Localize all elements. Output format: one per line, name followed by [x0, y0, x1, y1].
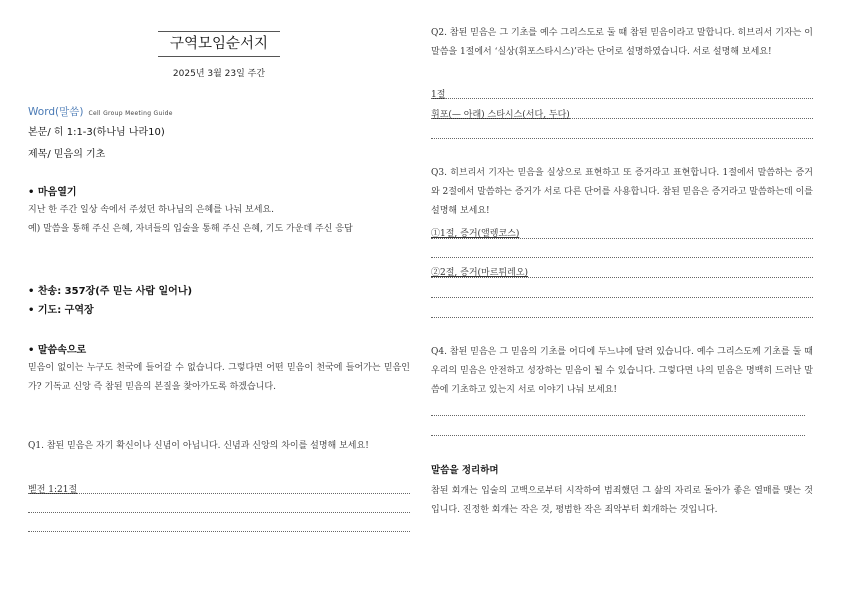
q1-answer-line-2: [28, 512, 410, 513]
q1-answer-line-3: [28, 531, 410, 532]
q3-answer-line-3: [431, 277, 813, 278]
date-line: 2025년 3월 23일 주간: [172, 69, 266, 79]
q3-reference-2: ②2절, 증거(마르튀레오): [431, 268, 529, 278]
q3-answer-line-1: [431, 238, 813, 239]
question-2: Q2. 참된 믿음은 그 기초를 예수 그리스도로 둘 때 참된 믿음이라고 말합니다. 히브리서 기자는 이 말씀을 1절에서 ‘실상(휘포스타시스)’라는 단어로 설명하였습니다. 서로 설명해 보세요!: [431, 28, 813, 57]
q3-reference-1: ①1절, 증거(앨렝코스): [431, 229, 520, 239]
q2-reference-1: 1절: [431, 90, 446, 100]
hymn-line: • 찬송: 357장(주 믿는 사람 일어나): [28, 286, 193, 297]
q3-answer-line-4: [431, 297, 813, 298]
q1-reference: 벧전 1:21절: [28, 485, 78, 495]
word-heading: [28, 104, 173, 119]
q4-answer-line-1: [431, 415, 805, 416]
summary-heading: 말씀을 정리하며: [431, 465, 499, 476]
word-subtitle: Cell Group Meeting Guide: [88, 110, 173, 117]
q3-answer-line-5: [431, 317, 813, 318]
summary-body: 참된 회개는 입술의 고백으로부터 시작하여 범죄했던 그 삶의 자리로 돌아가 좋은 열매를 맺는 것입니다. 진정한 회개는 작은 것, 평범한 작은 죄악부터 회개하는 것입니다.: [431, 486, 813, 515]
opening-body-2: 예) 말씀을 통해 주신 은혜, 자녀들의 입술을 통해 주신 은혜, 기도 가운데 주신 응답: [28, 224, 353, 234]
scripture-reference: 본문/ 히 1:1-3(하나님 나라10): [28, 127, 165, 138]
inword-body: 믿음이 없이는 누구도 천국에 들어갈 수 없습니다. 그렇다면 어떤 믿음이 천국에 들어가는 믿음인가? 기독교 신앙 즉 참된 믿음의 본질을 찾아가도록 하겠습니다.: [28, 363, 410, 392]
q3-answer-line-2: [431, 257, 813, 258]
question-1: Q1. 참된 믿음은 자기 확신이나 신념이 아닙니다. 신념과 신앙의 차이를 설명해 보세요!: [28, 441, 369, 451]
word-label: Word(말씀): [28, 106, 84, 118]
question-4: Q4. 참된 믿음은 그 믿음의 기초를 어디에 두느냐에 달려 있습니다. 예수 그리스도께 기초를 둘 때 우리의 믿음은 안전하고 성장하는 믿음이 될 수 있습니다. 그렇다면 나의 믿음은 명백히 드러난 말씀에 기초하고 있는지 서로 이야기 나눠 보세요!: [431, 347, 813, 395]
prayer-line: • 기도: 구역장: [28, 305, 94, 316]
q2-answer-line-3: [431, 138, 813, 139]
q1-answer-line-1: [28, 493, 410, 494]
inword-heading: • 말씀속으로: [28, 345, 87, 356]
opening-heading: • 마음열기: [28, 187, 77, 198]
page-title: 구역모임순서지: [158, 31, 280, 57]
q2-answer-line-2: [431, 118, 813, 119]
q2-reference-2: 휘포(— 아래) 스타시스(서다, 두다): [431, 110, 570, 120]
question-3: Q3. 히브리서 기자는 믿음을 실상으로 표현하고 또 증거라고 표현합니다. 1절에서 말씀하는 증거와 2절에서 말씀하는 증거가 서로 다른 단어를 사용합니다. 참된 믿음은 증거라고 말씀하는데 이를 설명해 보세요!: [431, 168, 813, 216]
opening-body-1: 지난 한 주간 일상 속에서 주셨던 하나님의 은혜를 나눠 보세요.: [28, 205, 274, 215]
q2-answer-line-1: [431, 98, 813, 99]
sermon-subject: 제목/ 믿음의 기초: [28, 149, 106, 160]
q4-answer-line-2: [431, 435, 805, 436]
